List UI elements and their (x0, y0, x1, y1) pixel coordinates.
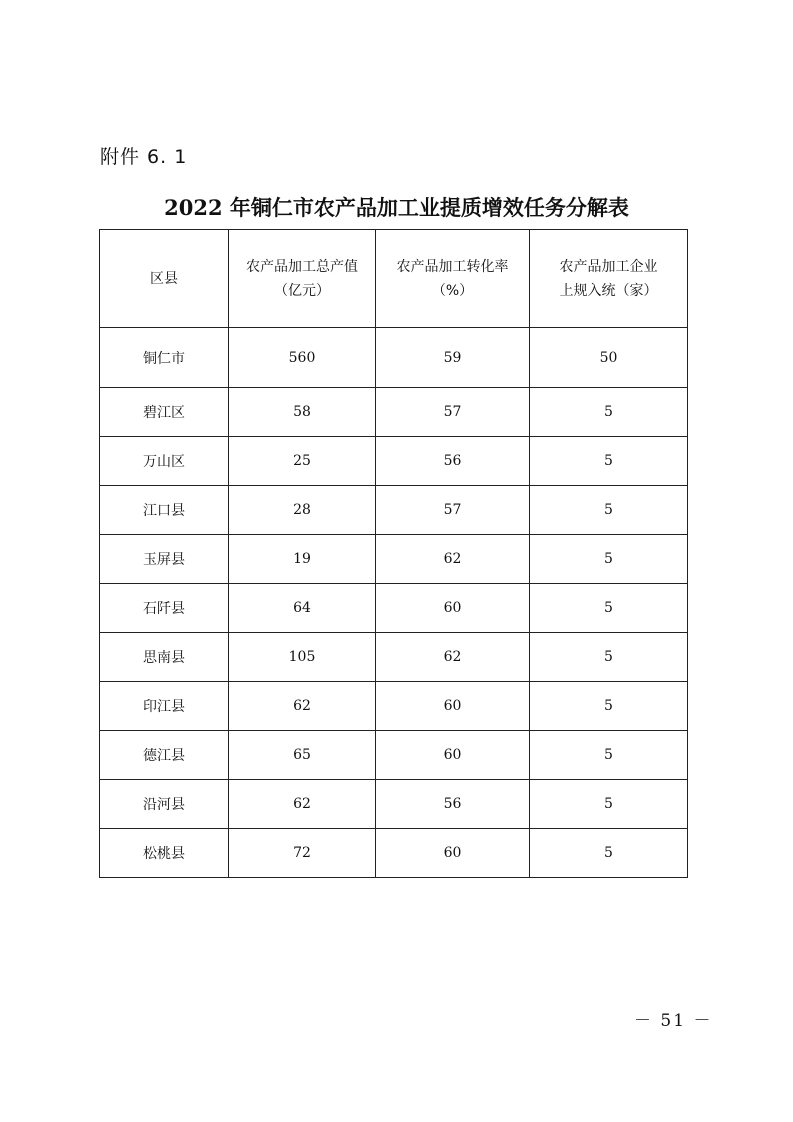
cell-output-value: 25 (229, 437, 376, 486)
header-conversion-rate-line-1: 农产品加工转化率 (396, 258, 509, 275)
header-enterprises-line-1: 农产品加工企业 (559, 258, 658, 275)
cell-enterprises: 5 (530, 780, 688, 829)
table-row (100, 535, 688, 584)
header-output-value (229, 230, 376, 328)
header-enterprises-line-2: 上规入统（家） (559, 282, 658, 299)
cell-district: 碧江区 (100, 388, 229, 437)
cell-enterprises: 5 (530, 731, 688, 780)
cell-district: 万山区 (100, 437, 229, 486)
document-title: 2022 年铜仁市农产品加工业提质增效任务分解表 (164, 195, 629, 220)
table-row (100, 829, 688, 878)
cell-conversion-rate: 57 (376, 486, 530, 535)
cell-output-value: 19 (229, 535, 376, 584)
cell-district: 铜仁市 (100, 328, 229, 388)
table-row (100, 780, 688, 829)
cell-enterprises: 5 (530, 633, 688, 682)
page-number: － 51 － (634, 1011, 713, 1031)
cell-output-value: 28 (229, 486, 376, 535)
cell-district: 印江县 (100, 682, 229, 731)
cell-conversion-rate: 56 (376, 437, 530, 486)
table-row (100, 682, 688, 731)
cell-district: 松桃县 (100, 829, 229, 878)
cell-conversion-rate: 60 (376, 731, 530, 780)
header-enterprises (530, 230, 688, 328)
header-conversion-rate-line-2: （%） (431, 282, 474, 299)
table-row (100, 486, 688, 535)
cell-output-value: 72 (229, 829, 376, 878)
table-row (100, 437, 688, 486)
cell-conversion-rate: 59 (376, 328, 530, 388)
table-row (100, 328, 688, 388)
cell-district: 石阡县 (100, 584, 229, 633)
cell-enterprises: 5 (530, 486, 688, 535)
header-conversion-rate (376, 230, 530, 328)
cell-enterprises: 5 (530, 388, 688, 437)
cell-output-value: 58 (229, 388, 376, 437)
task-breakdown-table (99, 229, 688, 878)
cell-enterprises: 5 (530, 535, 688, 584)
header-output-value-line-1: 农产品加工总产值 (246, 258, 358, 275)
cell-conversion-rate: 56 (376, 780, 530, 829)
header-district: 区县 (100, 230, 229, 328)
cell-conversion-rate: 62 (376, 633, 530, 682)
cell-enterprises: 50 (530, 328, 688, 388)
cell-district: 玉屏县 (100, 535, 229, 584)
cell-conversion-rate: 60 (376, 682, 530, 731)
cell-output-value: 62 (229, 780, 376, 829)
cell-output-value: 560 (229, 328, 376, 388)
table-row (100, 388, 688, 437)
cell-output-value: 105 (229, 633, 376, 682)
table-header-row (100, 230, 688, 328)
cell-district: 德江县 (100, 731, 229, 780)
cell-enterprises: 5 (530, 437, 688, 486)
cell-enterprises: 5 (530, 682, 688, 731)
table-body (100, 328, 688, 878)
cell-district: 江口县 (100, 486, 229, 535)
table-row (100, 731, 688, 780)
header-output-value-line-2: （亿元） (274, 282, 330, 299)
cell-conversion-rate: 60 (376, 829, 530, 878)
cell-district: 思南县 (100, 633, 229, 682)
cell-enterprises: 5 (530, 829, 688, 878)
table-row (100, 633, 688, 682)
cell-conversion-rate: 62 (376, 535, 530, 584)
cell-output-value: 62 (229, 682, 376, 731)
table-row (100, 584, 688, 633)
cell-district: 沿河县 (100, 780, 229, 829)
attachment-label: 附件 6. 1 (100, 146, 188, 168)
cell-enterprises: 5 (530, 584, 688, 633)
cell-output-value: 64 (229, 584, 376, 633)
cell-conversion-rate: 57 (376, 388, 530, 437)
cell-conversion-rate: 60 (376, 584, 530, 633)
cell-output-value: 65 (229, 731, 376, 780)
